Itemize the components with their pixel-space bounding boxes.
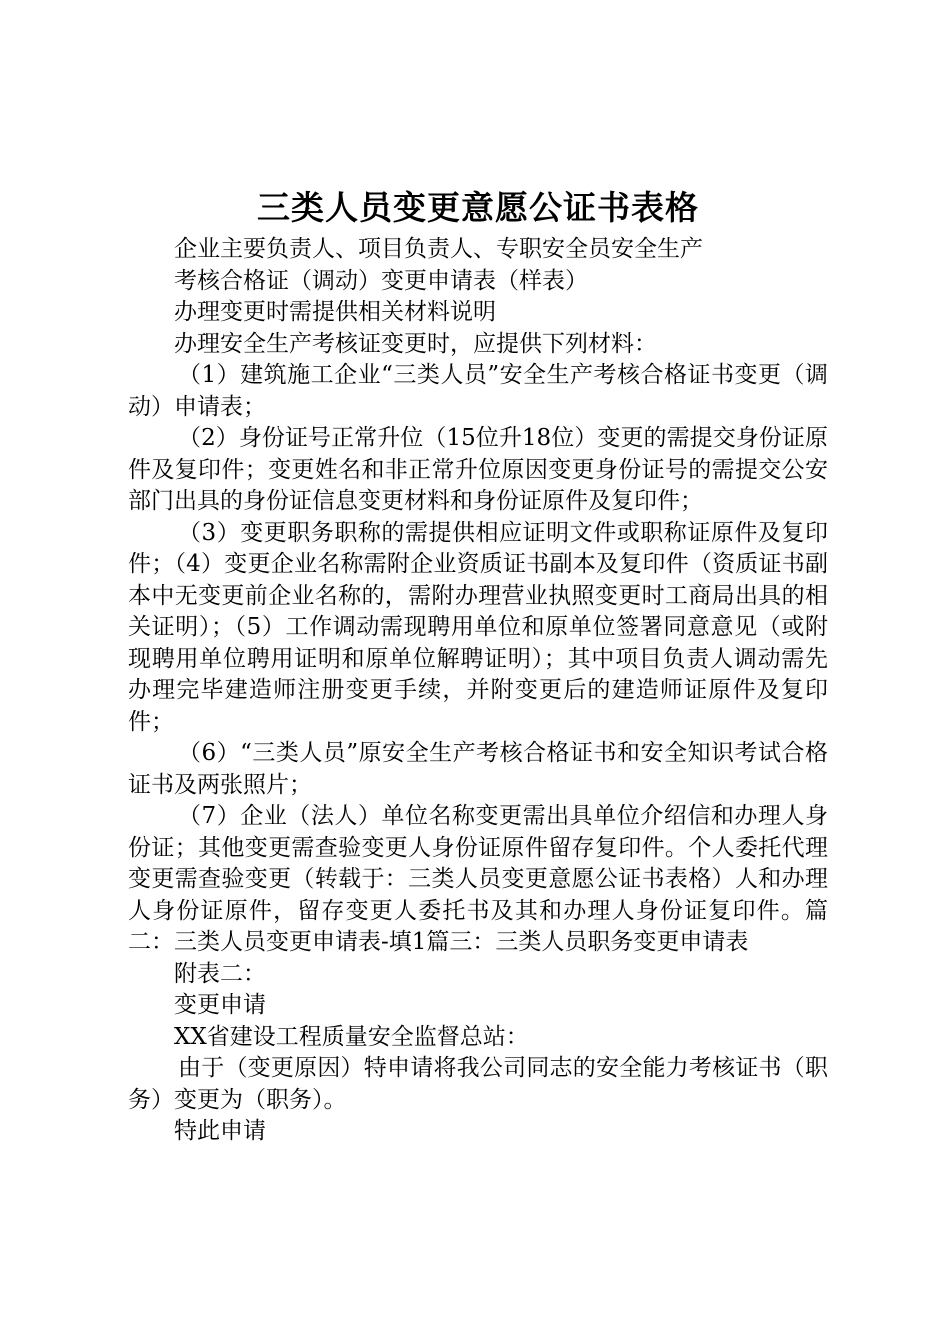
paragraph-request-body: 由于（变更原因）特申请将我公司同志的安全能力考核证书（职务）变更为（职务）。 xyxy=(128,1055,828,1113)
paragraph-addressee: XX省建设工程质量安全监督总站： xyxy=(174,1023,529,1050)
paragraph-materials-intro: 办理安全生产考核证变更时，应提供下列材料： xyxy=(174,330,657,357)
paragraph-item-2: （2）身份证号正常升位（15位升18位）变更的需提交身份证原件及复印件；变更姓名和非正常升位原因变更身份证号的需提交公安部门出具的身份证信息变更材料和身份证原件及复印件； xyxy=(128,425,828,514)
paragraph-item-3-5: （3）变更职务职称的需提供相应证明文件或职称证原件及复印件；（4）变更企业名称需附企业资质证书副本及复印件（资质证书副本中无变更前企业名称的，需附办理营业执照变更时工商局出具的相关证明）；（5）工作调动需现聘用单位和原单位签署同意意见（或附现聘用单位聘用证明和原单位解聘证明）；其中项目负责人调动需先办理完毕建造师注册变更手续，并附变更后的建造师证原件及复印件； xyxy=(128,519,828,735)
paragraph-item-7: （7）企业（法人）单位名称变更需出具单位介绍信和办理人身份证；其他变更需查验变更人身份证原件留存复印件。个人委托代理变更需查验变更（转载于：三类人员变更意愿公证书表格）人和办理人身份证原件，留存变更人委托书及其和办理人身份证复印件。篇二：三类人员变更申请表-填1篇三：三类人员职务变更申请表 xyxy=(128,803,828,955)
paragraph-materials-heading: 办理变更时需提供相关材料说明 xyxy=(174,299,496,325)
paragraph-item-6: （6）“三类人员”原安全生产考核合格证书和安全知识考试合格证书及两张照片； xyxy=(128,740,828,798)
paragraph-item-1: （1）建筑施工企业“三类人员”安全生产考核合格证书变更（调动）申请表； xyxy=(128,362,828,420)
paragraph-intro-line-1: 企业主要负责人、项目负责人、专职安全员安全生产 xyxy=(174,236,703,262)
document-title: 三类人员变更意愿公证书表格 xyxy=(257,188,699,227)
paragraph-appendix-label: 附表二： xyxy=(174,960,266,987)
paragraph-change-request-heading: 变更申请 xyxy=(174,992,266,1018)
document-page xyxy=(128,186,828,1148)
paragraph-intro-line-2: 考核合格证（调动）变更申请表（样表） xyxy=(174,267,588,294)
paragraph-closing: 特此申请 xyxy=(174,1118,266,1144)
